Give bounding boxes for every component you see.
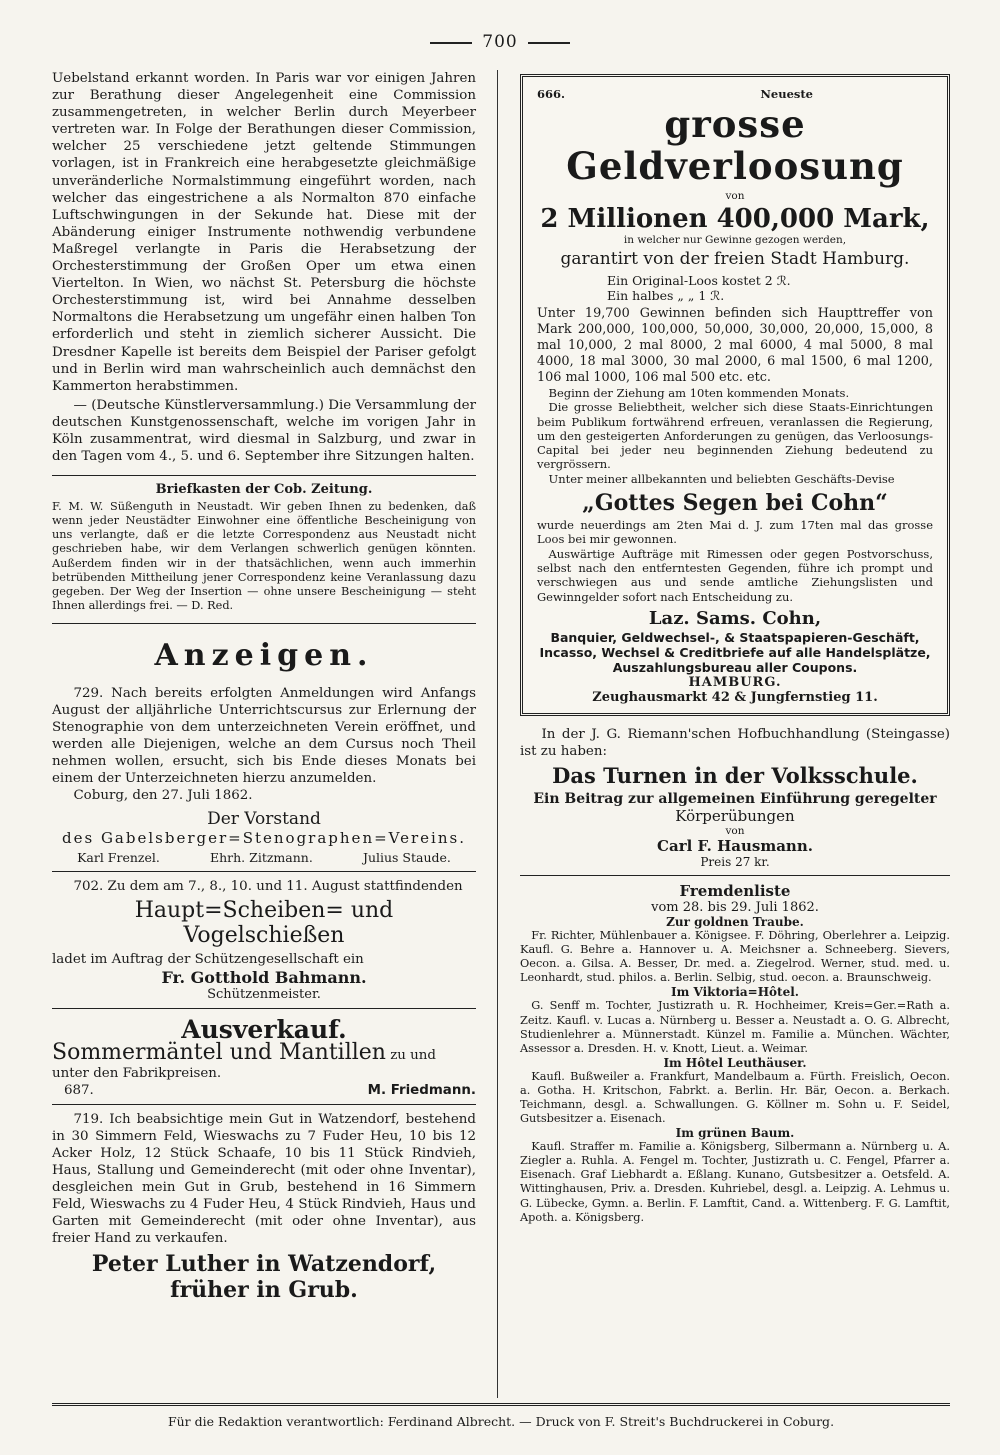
ad-719-sign1: Peter Luther in Watzendorf,: [91, 1250, 437, 1277]
hotel-guests: Kaufl. Bußweiler a. Frankfurt, Mandelbaum a. Fürth. Freislich, Oecon. a. Gotha. H. Kritschon, Fabrkt. a. Berlin. Hr. Bär, Oecon. a. Berkach. Teichmann, desgl. a. Schwallungen. G. Köllner m. Sohn u. F. Seidel, Gutsbesitzer a. Eisenach.: [520, 1069, 950, 1126]
ad-729-verein: des Gabelsberger=Stenographen=Vereins.: [62, 828, 466, 847]
lottery-amount: 2 Millionen 400,000 Mark,: [540, 204, 930, 234]
hotel-guests: G. Senff m. Tochter, Justizrath u. R. Hochheimer, Kreis=Ger.=Rath a. Zeitz. Kaufl. v. Lucas a. Nürnberg u. Besser a. Neustadt a. O. G. Albrecht, Studienlehrer a. Münnerstadt. Künzel m. Familie a. München. Wächter, Assessor a. Dresden. H. v. Knott, Lieut. a. Weimar.: [520, 999, 950, 1055]
signature-name: Julius Staude.: [362, 849, 451, 865]
book-subtitle-2: Körperübungen: [675, 807, 795, 826]
fremdenliste-date: vom 28. bis 29. Juli 1862.: [651, 900, 819, 916]
hotel-guests: Kaufl. Straffer m. Familie a. Königsberg, Silbermann a. Nürnberg u. A. Ziegler a. Ruhla. A. Fengel m. Tochter, Justizrath u. C. Fengel, Pfarrer a. Eisenach. Graf Liebhardt a. Eßlang. Kunano, Gutsbesitzer a. Oetsfeld. A. Wittinghausen, Priv. a. Dresden. Kuhriebel, desgl. a. Leipzig. A. Lehmus u. G. Lübecke, Gymn. a. Berlin. F. Lamftit, Cand. a. Wittenberg. F. G. Lamftit, Apoth. a. Königsberg.: [520, 1140, 950, 1224]
column-divider: [497, 70, 498, 1398]
lottery-firm-text: Banquier, Geldwechsel-, & Staatspapieren-Geschäft, Incasso, Wechsel & Creditbriefe auf alle Handelsplätze, Auszahlungsbureau aller Coupons.: [539, 629, 931, 675]
lottery-prizes: Unter 19,700 Gewinnen befinden sich Haupttreffer von Mark 200,000, 100,000, 50,000, 30,000, 20,000, 15,000, 8 mal 10,000, 2 mal 8000, 2 mal 6000, 4 mal 5000, 8 mal 4000, 18 mal 3000, 30 mal 2000, 6 mal 1500, 6 mal 1200, 106 mal 1000, 106 mal 500 etc. etc.: [537, 306, 933, 385]
ad-729-date: Coburg, den 27. Juli 1862.: [73, 788, 253, 804]
ad-687-line: 687. M. Friedmann.: [64, 1082, 476, 1098]
left-column: [52, 70, 476, 1303]
book-author: Carl F. Hausmann.: [657, 837, 813, 856]
riemann-intro: In der J. G. Riemann'schen Hofbuchhandlung (Steingasse) ist zu haben:: [520, 726, 950, 759]
lottery-firm: Laz. Sams. Cohn,: [648, 607, 822, 629]
lottery-city: HAMBURG.: [688, 674, 782, 690]
lottery-price-full: Ein Original-Loos kostet 2 ℛ.: [607, 273, 791, 288]
ad-702-text: 702. Zu dem am 7., 8., 10. und 11. August stattfindenden: [73, 878, 463, 894]
right-column: 666. Neueste grosse Geldverloosung von 2 Millionen 400,000 Mark, in welcher nur Gewinne gezogen werden, garantirt von der freien Stadt Hamburg. Ein Original-Loos kostet 2 ℛ. Ein halbes „ „ 1 ℛ. Unter 19,700 Gewinnen befinden sich Haupttreffer von Mark 200,000, 100,000, 50,000, 30,000, 20,000, 15,000, 8 mal 10,000, 2 mal 8000, 2 mal 6000, 4 mal 5000, 8 mal 4000, 18 mal 3000, 30 mal 2000, 6 mal 1500, 6 mal 1200, 106 mal 1000, 106 mal 500 etc. etc. Beginn der Ziehung am 10ten kommenden Monats. Die grosse Beliebtheit, welcher sich diese Staats-Einrichtungen beim Publikum fortwährend erfreuen, veranlassen die Regierung, um den gesteigerten Anforderungen zu genügen, das Verloosungs-Capital bei jeder neu beginnenden Ziehung bedeutend zu vergrössern. Unter meiner allbekannten und beliebten Geschäfts-Devise „Gottes Segen bei Cohn“ wurde neuerdings am 2ten Mai d. J. zum 17ten mal das grosse Loos bei mir gewonnen. Auswärtige Aufträge mit Rimessen oder gegen Postvorschuss, selbst nach den entferntesten Gegenden, führe ich prompt und verschwiegen aus und sende amtliche Ziehungslisten und Gewinngelder sofort nach Entscheidung zu. Laz. Sams. Cohn, Banquier, Geldwechsel-, & Staatspapieren-Geschäft, Incasso, Wechsel & Creditbriefe auf alle Handelsplätze, Auszahlungsbureau aller Coupons. HAMBURG. Zeughausmarkt 42 & Jungfernstieg 11. In der J. G. Riemann'schen Hofbuchhandlung (Steingasse) ist zu haben: Das Turnen in der Volksschule. Ein Beitrag zur allgemeinen Einführung geregelter Körperübungen von Carl F. Hausmann. Preis 27 kr. Fremdenliste vom 28. bis 29. Juli 1862. Zur goldnen Traube. Fr. Richter, Mühlenbauer a. Königsee. F. Döhring, Oberlehrer a. Leipzig. Kaufl. G. Behre a. Hannover u. A. Meichsner a. Schneeberg. Sievers, Oecon. a. Gilsa. A. Besser, Dr. med. a. Ziegelrod. Werner, stud. med. u. Leonhardt, stud. philos. a. Berlin. Selbig, stud. oecon. a. Braunschweig. Im Viktoria=Hôtel. G. Senff m. Tochter, Justizrath u. R. Hochheimer, Kreis=Ger.=Rath a. Zeitz. Kaufl. v. Lucas a. Nürnberg u. Besser a. Neustadt a. O. G. Albrecht, Studienlehrer a. Münnerstadt. Künzel m. Familie a. München. Wächter, Assessor a. Dresden. H. v. Knott, Lieut. a. Weimar. Im Hôtel Leuthäuser. Kaufl. Bußweiler a. Frankfurt, Mandelbaum a. Fürth. Freislich, Oecon. a. Gotha. H. Kritschon, Fabrkt. a. Berlin. Hr. Bär, Oecon. a. Berkach. Teichmann, desgl. a. Schwallungen. G. Köllner m. Sohn u. F. Seidel, Gutsbesitzer a. Eisenach. Im grünen Baum. Kaufl. Straffer m. Familie a. Königsberg, Silbermann a. Nürnberg u. A. Ziegler a. Ruhla. A. Fengel m. Tochter, Justizrath u. C. Fengel, Pfarrer a. Eisenach. Graf Liebhardt a. Eßlang. Kunano, Gutsbesitzer a. Oetsfeld. A. Wittinghausen, Priv. a. Dresden. Kuhriebel, desgl. a. Leipzig. A. Lehmus u. G. Lübecke, Gymn. a. Berlin. F. Lamftit, Cand. a. Wittenberg. F. G. Lamftit, Apoth. a. Königsberg.: [520, 70, 950, 1225]
lottery-price-half: Ein halbes „ „ 1 ℛ.: [607, 288, 725, 303]
divider: [52, 1104, 476, 1105]
lottery-devise: „Gottes Segen bei Cohn“: [582, 490, 888, 517]
ad-719-text: 719. Ich beabsichtige mein Gut in Watzendorf, bestehend in 30 Simmern Feld, Wieswachs zu 7 Fuder Heu, 10 bis 12 Acker Holz, 12 Stück Schaafe, 10 bis 11 Stück Rindvieh, Haus, Stallung und Gemeinderecht (mit oder ohne Inventar), desgleichen mein Gut in Grub, bestehend in 16 Simmern Feld, Wieswachs zu 4 Fuder Heu, 4 Stück Rindvieh, Haus und Garten mit Gemeinderecht (mit oder ohne Inventar), aus freier Hand zu verkaufen.: [52, 1111, 476, 1247]
ad-702-text2: ladet im Auftrag der Schützengesellschaft ein: [52, 951, 364, 967]
hotel-guests: Fr. Richter, Mühlenbauer a. Königsee. F. Döhring, Oberlehrer a. Leipzig. Kaufl. G. Behre a. Hannover u. A. Meichsner a. Schneeberg. Sievers, Oecon. a. Gilsa. A. Besser, Dr. med. a. Ziegelrod. Werner, stud. med. u. Leonhardt, stud. philos. a. Berlin. Selbig, stud. oecon. a. Braunschweig.: [520, 929, 950, 985]
signature-name: Karl Frenzel.: [77, 849, 160, 865]
lottery-title: grosse Geldverloosung: [566, 102, 904, 188]
lottery-orders: Auswärtige Aufträge mit Rimessen oder gegen Postvorschuss, selbst nach den entferntesten Gegenden, führe ich prompt und verschwiegen aus und sende amtliche Ziehungslisten und Gewinngelder sofort nach Entscheidung zu.: [537, 546, 933, 604]
page-number: 700: [0, 32, 1000, 52]
briefkasten-title: Briefkasten der Cob. Zeitung.: [155, 482, 373, 498]
book-title: Das Turnen in der Volksschule.: [552, 763, 918, 789]
lottery-header: 666. Neueste: [537, 87, 813, 101]
lottery-begin: Beginn der Ziehung am 10ten kommenden Monats.: [548, 386, 850, 400]
hotel-heading: Im Hôtel Leuthäuser.: [663, 1055, 807, 1070]
anzeigen-heading: Anzeigen.: [154, 637, 374, 673]
briefkasten-text: F. M. W. Süßenguth in Neustadt. Wir geben Ihnen zu bedenken, daß wenn jeder Neustädter Einwohner eine öffentliche Bescheinigung von uns verlangte, daß er die letzte Correspondenz aus Neustadt nicht geschrieben habe, wir dem Verlangen schwerlich genügen könnten. Außerdem finden wir in der thatsächlichen, wenn auch immerhin betrübenden Mittheilung jener Correspondenz keine Veranlassung dazu gegeben. Der Weg der Insertion — ohne unsere Bescheinigung — steht Ihnen allerdings frei. — D. Red.: [52, 500, 476, 612]
ausverkauf-heading: Ausverkauf.: [181, 1014, 347, 1044]
ad-729-text: 729. Nach bereits erfolgten Anmeldungen wird Anfangs August der alljährliche Unterrichtscursus zur Erlernung der Stenographie von dem unterzeichneten Verein eröffnet, und werden alle Diejenigen, welche an dem Cursus noch Theil nehmen wollen, ersucht, sich bis Ende dieses Monats bei einem der Unterzeichneten hierzu anzumelden.: [52, 685, 476, 787]
imprint-footer: Für die Redaktion verantwortlich: Ferdinand Albrecht. — Druck von F. Streit's Buchdruckerei in Coburg.: [52, 1403, 950, 1429]
ad-702-role: Schützenmeister.: [207, 986, 321, 1002]
book-subtitle: Ein Beitrag zur allgemeinen Einführung geregelter: [533, 791, 937, 808]
ausverkauf-text: Sommermäntel und Mantillen zu und unter den Fabrikpreisen.: [52, 1039, 437, 1081]
lottery-won: wurde neuerdings am 2ten Mai d. J. zum 17ten mal das grosse Loos bei mir gewonnen.: [537, 518, 933, 547]
hotel-heading: Im grünen Baum.: [675, 1126, 795, 1141]
lottery-advertisement: 666. Neueste grosse Geldverloosung von 2 Millionen 400,000 Mark, in welcher nur Gewinne gezogen werden, garantirt von der freien Stadt Hamburg. Ein Original-Loos kostet 2 ℛ. Ein halbes „ „ 1 ℛ. Unter 19,700 Gewinnen befinden sich Haupttreffer von Mark 200,000, 100,000, 50,000, 30,000, 20,000, 15,000, 8 mal 10,000, 2 mal 8000, 2 mal 6000, 4 mal 5000, 8 mal 4000, 18 mal 3000, 30 mal 2000, 6 mal 1500, 6 mal 1200, 106 mal 1000, 106 mal 500 etc. etc. Beginn der Ziehung am 10ten kommenden Monats. Die grosse Beliebtheit, welcher sich diese Staats-Einrichtungen beim Publikum fortwährend erfreuen, veranlassen die Regierung, um den gesteigerten Anforderungen zu genügen, das Verloosungs-Capital bei jeder neu beginnenden Ziehung bedeutend zu vergrössern. Unter meiner allbekannten und beliebten Geschäfts-Devise „Gottes Segen bei Cohn“ wurde neuerdings am 2ten Mai d. J. zum 17ten mal das grosse Loos bei mir gewonnen. Auswärtige Aufträge mit Rimessen oder gegen Postvorschuss, selbst nach den entferntesten Gegenden, führe ich prompt und verschwiegen aus und sende amtliche Ziehungslisten und Gewinngelder sofort nach Entscheidung zu. Laz. Sams. Cohn, Banquier, Geldwechsel-, & Staatspapieren-Geschäft, Incasso, Wechsel & Creditbriefe auf alle Handelsplätze, Auszahlungsbureau aller Coupons. HAMBURG. Zeughausmarkt 42 & Jungfernstieg 11.: [520, 74, 950, 716]
hotel-heading: Im Viktoria=Hôtel.: [671, 985, 799, 1000]
divider: [52, 871, 476, 872]
signature-name: Ehrh. Zitzmann.: [209, 849, 313, 865]
ad-729-signatures: [52, 850, 476, 865]
divider: [520, 875, 950, 876]
divider: [52, 475, 476, 476]
article-normalstimmung: Uebelstand erkannt worden. In Paris war vor einigen Jahren zur Berathung dieser Angelegenheit eine Commission zusammengetreten, in welcher Berlin durch Meyerbeer vertreten war. In Folge der Berathungen dieser Commission, welcher 25 verschiedene jetzt geltende Stimmungen vorlagen, ist in Frankreich eine herabgesetzte gleichmäßige unveränderliche Normalstimmung eingeführt worden, nach welcher das eingestrichene a als Normalton 870 einfache Luftschwingungen in der Sekunde hat. Diese mit der Abänderung einiger Instrumente nothwendig verbundene Maßregel verlangte in Paris die Herabsetzung der Orchesterstimmung der Großen Oper um etwa einen Viertelton. In Wien, wo nächst St. Petersburg die höchste Orchesterstimmung ist, wird bei Annahme desselben Normaltons die Herabsetzung um ungefähr einen halben Ton erforderlich und steht in ziemlich sicherer Aussicht. Die Dresdner Kapelle ist bereits dem Beispiel der Pariser gefolgt und in Berlin wird man wahrscheinlich auch demnächst den Kammerton herabstimmen.: [52, 71, 476, 394]
lottery-guarantee: garantirt von der freien Stadt Hamburg.: [560, 249, 910, 269]
lottery-devise-intro: Unter meiner allbekannten und beliebten Geschäfts-Devise: [548, 471, 895, 486]
hotel-heading: Zur goldnen Traube.: [666, 915, 804, 930]
ad-719-sign2: früher in Grub.: [170, 1276, 358, 1303]
lottery-beliebtheit: Die grosse Beliebtheit, welcher sich diese Staats-Einrichtungen beim Publikum fortwährend erfreuen, veranlassen die Regierung, um den gesteigerten Anforderungen zu genügen, das Verloosungs-Capital bei jeder neu beginnenden Ziehung bedeutend zu vergrössern.: [537, 400, 933, 472]
divider: [52, 1008, 476, 1009]
fremdenliste-title: Fremdenliste: [679, 882, 791, 901]
divider: [52, 623, 476, 624]
ad-702-name: Fr. Gotthold Bahmann.: [161, 967, 367, 987]
ad-729-vorstand: Der Vorstand: [207, 808, 321, 829]
lottery-address: Zeughausmarkt 42 & Jungfernstieg 11.: [592, 689, 878, 705]
book-price: Preis 27 kr.: [700, 855, 770, 870]
ad-702-event: Haupt=Scheiben= und Vogelschießen: [134, 897, 394, 948]
article-kuenstlerversammlung: — (Deutsche Künstlerversammlung.) Die Versammlung der deutschen Kunstgenossenschaft, welche im vorigen Jahr in Köln zusammentrat, wird diesmal in Salzburg, und zwar in den Tagen vom 4., 5. und 6. September ihre Sitzungen halten.: [52, 397, 476, 465]
